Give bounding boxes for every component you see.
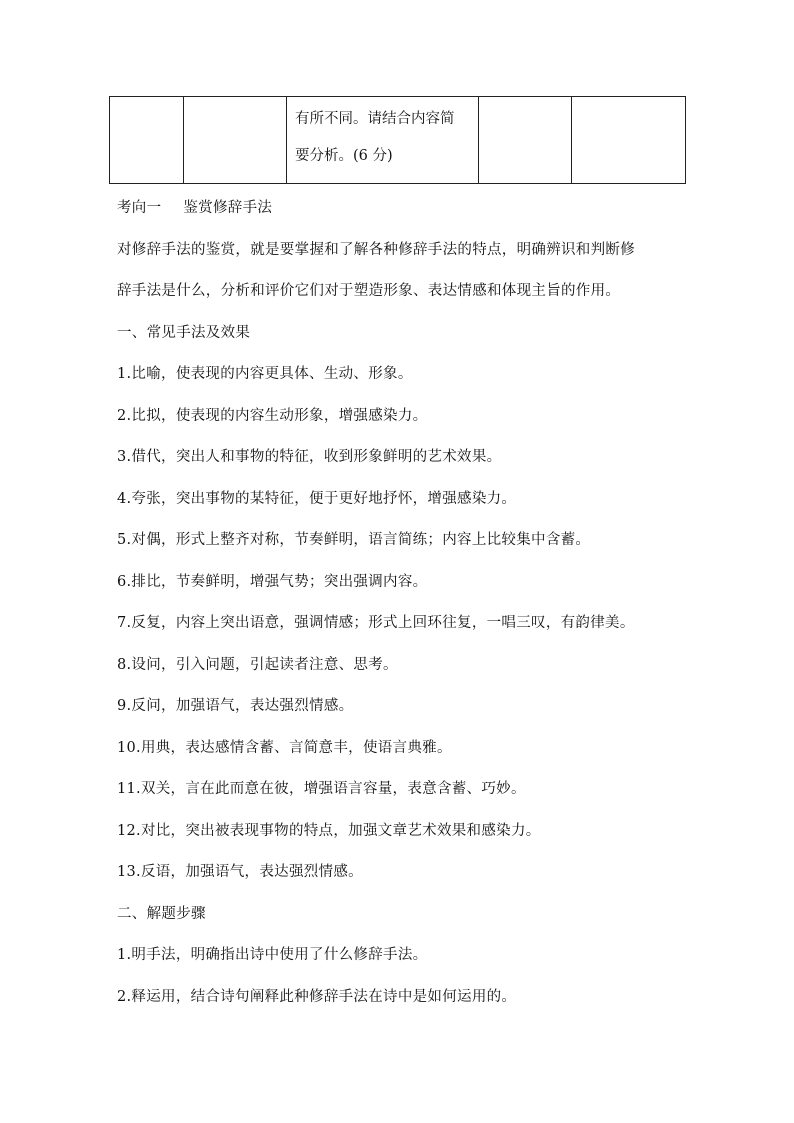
list-item: 4.夸张，突出事物的某特征，便于更好地抒怀，增强感染力。 (117, 490, 517, 507)
list-item: 7.反复，内容上突出语意，强调情感；形式上回环往复，一唱三叹，有韵律美。 (117, 615, 635, 631)
table-cell-empty-2 (184, 97, 287, 184)
section-heading (117, 188, 687, 230)
intro-paragraph-line-2: 辞手法是什么，分析和评价它们对于塑造形象、表达情感和体现主旨的作用。 (117, 283, 621, 299)
intro-paragraph-line-1: 对修辞手法的鉴赏，就是要掌握和了解各种修辞手法的特点，明确辨识和判断修 (117, 241, 635, 258)
list-item: 10.用典，表达感情含蓄、言简意丰，使语言典雅。 (117, 739, 452, 756)
table-row (110, 97, 686, 184)
part-one-heading: 一、常见手法及效果 (117, 324, 251, 341)
question-text-line-2: 要分析。(6 分) (295, 148, 393, 164)
list-item: 3.借代，突出人和事物的特征，收到形象鲜明的艺术效果。 (117, 449, 502, 465)
table-cell-empty-4 (572, 97, 686, 184)
table-cell-empty-3 (479, 97, 572, 184)
list-item: 8.设问，引入问题，引起读者注意、思考。 (117, 656, 398, 673)
list-item: 1.比喻，使表现的内容更具体、生动、形象。 (117, 366, 413, 382)
list-item: 6.排比，节奏鲜明，增强气势；突出强调内容。 (117, 573, 428, 590)
list-item: 1.明手法，明确指出诗中使用了什么修辞手法。 (117, 947, 428, 963)
part-two-heading: 二、解题步骤 (117, 905, 206, 922)
list-item: 5.对偶，形式上整齐对称，节奏鲜明，语言简练；内容上比较集中含蓄。 (117, 532, 591, 548)
section-heading-label: 考向一 (117, 200, 162, 216)
document-body (117, 188, 687, 1018)
section-heading-title: 鉴赏修辞手法 (183, 200, 273, 216)
list-item: 11.双关，言在此而意在彼，增强语言容量，表意含蓄、巧妙。 (117, 781, 526, 797)
list-item: 13.反语，加强语气，表达强烈情感。 (117, 864, 363, 880)
list-item: 2.比拟，使表现的内容生动形象，增强感染力。 (117, 407, 428, 424)
answer-table-fragment (109, 96, 686, 184)
question-text-line-1: 有所不同。请结合内容简 (295, 111, 455, 127)
table-cell-empty-1 (110, 97, 184, 184)
list-item: 9.反问，加强语气，表达强烈情感。 (117, 698, 354, 714)
list-item: 12.对比，突出被表现事物的特点，加强文章艺术效果和感染力。 (117, 822, 541, 839)
list-item: 2.释运用，结合诗句阐释此种修辞手法在诗中是如何运用的。 (117, 988, 517, 1005)
table-cell-question (287, 97, 479, 184)
